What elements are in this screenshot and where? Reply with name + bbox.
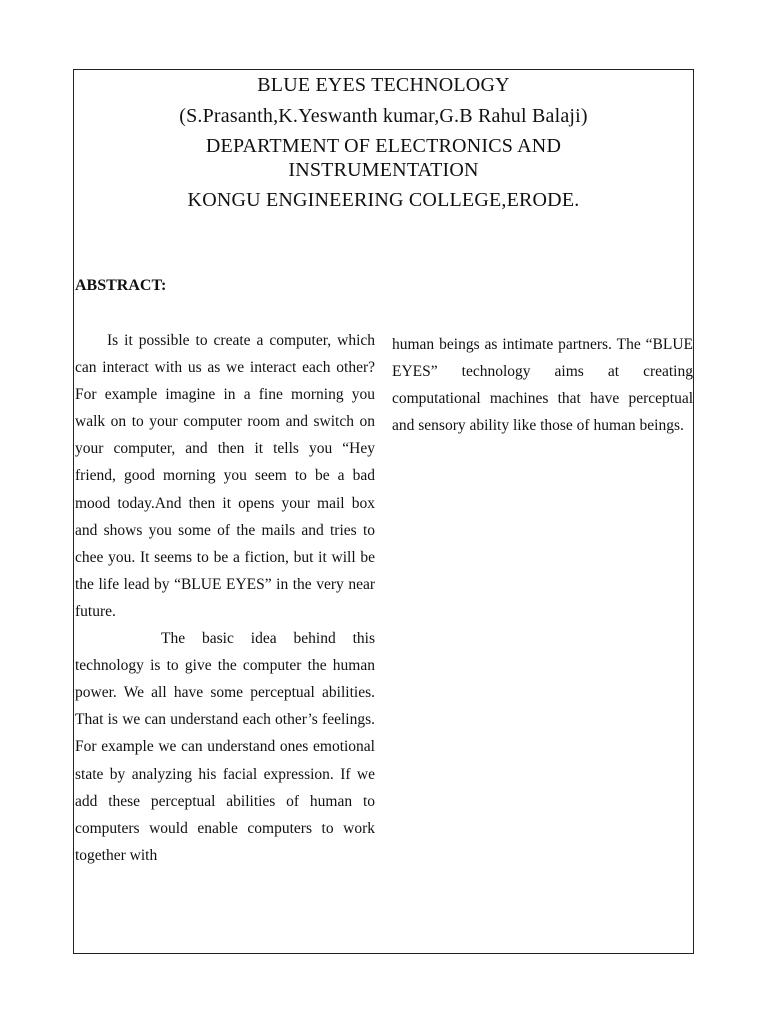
abstract-paragraph: The basic idea behind this technology is to give the computer the human power. We all have some perceptual abilities. That is we can understand each other’s feelings. For example we can understand ones emotional state by analyzing his facial expression. If we add these perceptual abilities of human to computers would enable computers to work together with — [75, 630, 375, 864]
abstract-paragraph-continued: human beings as intimate partners. The “BLUE EYES” technology aims at creating computational machines that have perceptual and sensory ability like those of human beings. — [392, 336, 693, 435]
right-column — [392, 331, 693, 439]
abstract-heading: ABSTRACT: — [75, 277, 167, 294]
college-name: KONGU ENGINEERING COLLEGE,ERODE. — [187, 189, 580, 211]
department-name: DEPARTMENT OF ELECTRONICS AND INSTRUMENTATION — [205, 135, 562, 181]
paper-header — [74, 72, 693, 212]
author-list: (S.Prasanth,K.Yeswanth kumar,G.B Rahul Balaji) — [179, 105, 588, 127]
left-column — [75, 327, 375, 869]
paper-title: BLUE EYES TECHNOLOGY — [257, 74, 510, 96]
abstract-paragraph: Is it possible to create a computer, which can interact with us as we interact each other? For example imagine in a fine morning you walk on to your computer room and switch on your computer, and then it tells you “Hey friend, good morning you seem to be a bad mood today.And then it opens your mail box and shows you some of the mails and tries to chee you. It seems to be a fiction, but it will be the life lead by “BLUE EYES” in the very near future. — [75, 332, 375, 620]
